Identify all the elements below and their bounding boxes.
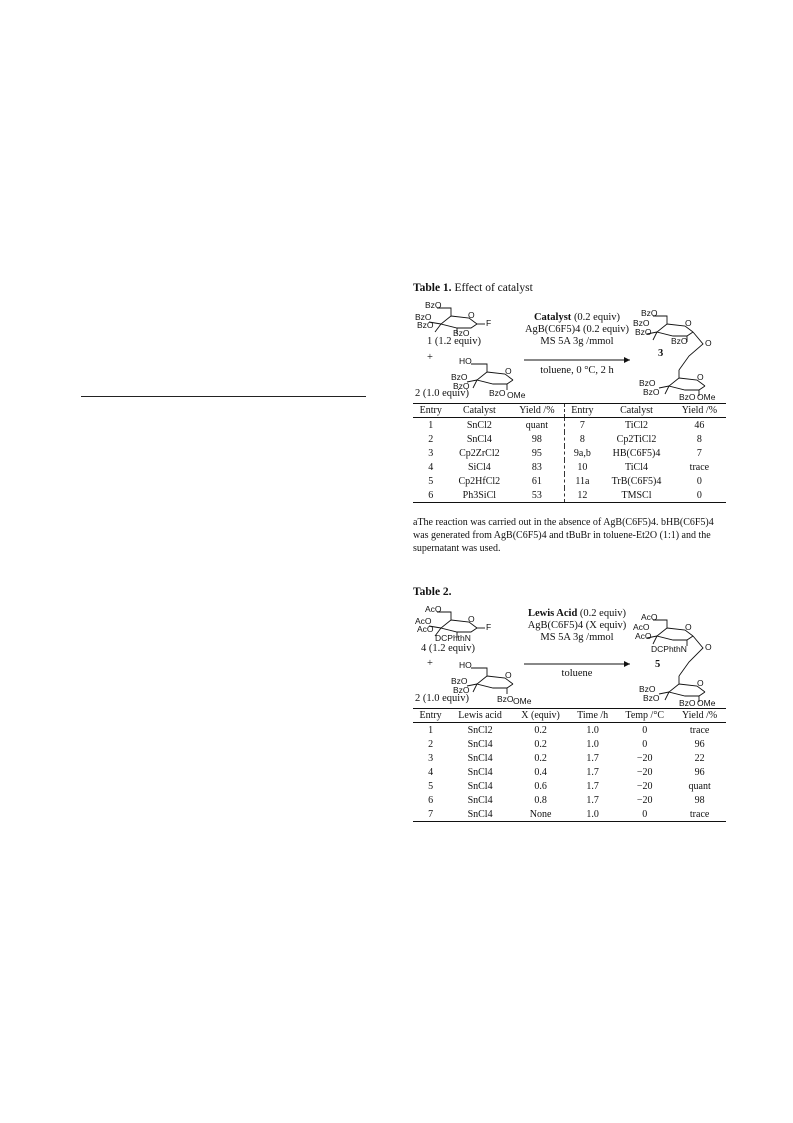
table-cell: 5 <box>428 780 434 792</box>
acceptor-group-label: O <box>505 366 512 376</box>
product-group-label: AcO <box>635 631 652 641</box>
donor-group-label: O <box>468 310 475 320</box>
table-cell: trace <box>689 808 710 820</box>
table-row <box>413 723 726 738</box>
table-cell: 7 <box>564 418 600 433</box>
table-cell: SnCl4 <box>467 766 493 778</box>
table-cell: 0 <box>642 808 648 820</box>
table-cell: 1.7 <box>586 752 599 764</box>
table-row <box>413 460 726 474</box>
table-row <box>413 446 726 460</box>
lewis-acid-amount: (0.2 equiv) <box>577 608 626 619</box>
acceptor-group-label: BzO <box>453 685 470 695</box>
product-group-label: O <box>697 372 704 382</box>
table-cell: 9a,b <box>564 446 600 460</box>
table-cell: −20 <box>636 780 653 792</box>
product-group-label: BzO <box>639 684 656 694</box>
table-cell: 0.2 <box>534 752 547 764</box>
table-row <box>413 751 726 765</box>
table2-block <box>413 586 726 836</box>
table-cell: 8 <box>696 433 702 445</box>
table-cell: 7 <box>696 447 702 459</box>
acceptor-group-label: HO <box>459 660 472 670</box>
table-cell: 12 <box>564 488 600 503</box>
table-cell: 96 <box>694 766 705 778</box>
table-cell: 96 <box>694 738 705 750</box>
column-header: Temp /°C <box>625 710 664 721</box>
donor-group-label: AcO <box>415 616 432 626</box>
acceptor-group-label: OMe <box>513 696 532 706</box>
table-row <box>413 418 726 433</box>
table-cell: SiCl4 <box>467 461 491 473</box>
table1-caption-text: Effect of catalyst <box>451 282 533 294</box>
product-group-label: AcO <box>633 622 650 632</box>
table1-block <box>413 282 726 572</box>
table2-caption <box>413 586 452 598</box>
table-cell: 22 <box>694 752 705 764</box>
table-cell: SnCl4 <box>467 794 493 806</box>
table-cell: 1.7 <box>586 780 599 792</box>
sieves-text: MS 5A 3g /mmol <box>540 336 614 347</box>
acceptor-group-label: OMe <box>507 390 526 400</box>
acceptor-group-label: BzO <box>489 388 506 398</box>
table-cell: Cp2ZrCl2 <box>459 447 500 459</box>
donor-group-label: AcO <box>425 604 442 614</box>
table1-header-row <box>413 404 726 418</box>
product-group-label: BzO <box>643 693 660 703</box>
product-group-label: AcO <box>641 612 658 622</box>
table1-data-table <box>413 403 726 503</box>
donor-compound-label: 1 (1.2 equiv) <box>427 336 481 347</box>
table-cell: 1.7 <box>586 794 599 806</box>
table-cell: 3 <box>428 752 434 764</box>
table-cell: SnCl4 <box>467 808 493 820</box>
section-divider-rule <box>81 396 366 397</box>
table-row <box>413 807 726 822</box>
column-header: Entry <box>419 710 442 721</box>
table2-data-table <box>413 708 726 822</box>
table-cell: 0.8 <box>534 794 547 806</box>
donor-group-label: BzO <box>453 328 470 338</box>
table-cell: 53 <box>531 489 542 501</box>
table-cell: HB(C6F5)4 <box>612 447 661 459</box>
donor-group-label: DCPhthN <box>435 633 471 643</box>
acceptor-group-label: BzO <box>497 694 514 704</box>
donor-group-label: BzO <box>415 312 432 322</box>
table-cell: −20 <box>636 752 653 764</box>
table2-reaction-scheme <box>413 602 726 706</box>
table-cell: 2 <box>428 738 434 750</box>
acceptor-group-label: HO <box>459 356 472 366</box>
table-cell: 10 <box>564 460 600 474</box>
table1-footnote: aThe reaction was carried out in the absence of AgB(C6F5)4. bHB(C6F5)4 was generated from AgB(C6F5)4 and tBuBr in toluene-Et2O (1:1) and the supernatant was used. <box>413 517 714 554</box>
column-header: Catalyst <box>462 405 496 416</box>
donor-group-label: F <box>486 622 492 632</box>
product-group-label: BzO <box>639 378 656 388</box>
table-cell: 0 <box>696 489 702 501</box>
additive-text: AgB(C6F5)4 (X equiv) <box>527 620 627 631</box>
product-group-label: BzO <box>643 387 660 397</box>
table-cell: 7 <box>428 808 434 820</box>
table1-conditions-above <box>521 312 633 348</box>
table-cell: 0 <box>642 738 648 750</box>
table-row <box>413 474 726 488</box>
table-cell: 1.0 <box>586 808 599 820</box>
column-header: Entry <box>419 405 442 416</box>
table-cell: −20 <box>636 766 653 778</box>
acceptor-group-label: BzO <box>451 676 468 686</box>
table1-reaction-scheme <box>413 298 726 400</box>
table-row <box>413 432 726 446</box>
sieves-text: MS 5A 3g /mmol <box>540 632 614 643</box>
table-row <box>413 765 726 779</box>
table-cell: quant <box>525 419 549 431</box>
product-group-label: BzO <box>633 318 650 328</box>
table2-header-row <box>413 709 726 723</box>
table2-caption-label: Table 2. <box>413 586 452 598</box>
donor-compound-label: 4 (1.2 equiv) <box>421 643 475 654</box>
table2-conditions-below: toluene <box>561 668 593 679</box>
acceptor-group-label: BzO <box>453 381 470 391</box>
additive-text: AgB(C6F5)4 (0.2 equiv) <box>524 324 630 335</box>
product-compound-label: 3 <box>658 348 664 359</box>
table1-conditions-below: toluene, 0 °C, 2 h <box>540 365 614 376</box>
catalyst-label: Catalyst <box>533 312 572 323</box>
product-group-label: BzO <box>679 392 696 402</box>
table-cell: TMSCl <box>621 489 652 501</box>
table-row <box>413 779 726 793</box>
donor-group-label: BzO <box>425 300 442 310</box>
table-cell: 0 <box>696 475 702 487</box>
table-cell: 1 <box>428 419 434 431</box>
table-cell: TrB(C6F5)4 <box>611 475 662 487</box>
table-cell: 3 <box>428 447 434 459</box>
table-cell: SnCl4 <box>467 752 493 764</box>
table-cell: trace <box>689 724 710 736</box>
product-group-label: O <box>685 318 692 328</box>
table-cell: 98 <box>694 794 705 806</box>
plus-sign: + <box>427 352 433 363</box>
table-cell: 8 <box>564 432 600 446</box>
table-cell: 2 <box>428 433 434 445</box>
table-cell: 0 <box>642 724 648 736</box>
table-row <box>413 488 726 503</box>
lewis-acid-label: Lewis Acid <box>528 608 578 619</box>
table-cell: 5 <box>428 475 434 487</box>
product-group-label: O <box>705 642 712 652</box>
table-cell: SnCl2 <box>467 724 493 736</box>
table-cell: trace <box>689 461 710 473</box>
column-header: Time /h <box>577 710 609 721</box>
column-header: Yield /% <box>681 405 718 416</box>
table-cell: SnCl4 <box>467 738 493 750</box>
donor-group-label: O <box>468 614 475 624</box>
acceptor-compound-label: 2 (1.0 equiv) <box>415 693 469 704</box>
product-group-label: OMe <box>697 392 716 402</box>
acceptor-group-label: BzO <box>451 372 468 382</box>
table-row <box>413 793 726 807</box>
product-group-label: O <box>685 622 692 632</box>
table-cell: 1.0 <box>586 738 599 750</box>
table-cell: TiCl2 <box>625 419 648 431</box>
table-cell: 4 <box>428 461 434 473</box>
column-header: X (equiv) <box>521 710 560 721</box>
table-cell: 0.4 <box>534 766 547 778</box>
table2-conditions-above <box>521 608 633 644</box>
table-cell: 98 <box>531 433 542 445</box>
table1-caption <box>413 282 533 294</box>
table-cell: Ph3SiCl <box>462 489 497 501</box>
table-cell: 61 <box>531 475 542 487</box>
table-cell: 6 <box>428 794 434 806</box>
table-cell: 4 <box>428 766 434 778</box>
product-group-label: OMe <box>697 698 716 708</box>
column-header: Lewis acid <box>458 710 502 721</box>
table-cell: 1.7 <box>586 766 599 778</box>
column-header: Yield /% <box>519 405 555 416</box>
product-group-label: BzO <box>671 336 688 346</box>
table-cell: 0.2 <box>534 724 547 736</box>
plus-sign: + <box>427 658 433 669</box>
table-cell: None <box>529 808 552 820</box>
column-header: Catalyst <box>620 405 653 416</box>
product-group-label: DCPhthN <box>651 644 687 654</box>
table-cell: SnCl4 <box>467 780 493 792</box>
product-group-label: BzO <box>679 698 696 708</box>
table-cell: 95 <box>531 447 542 459</box>
table-row <box>413 737 726 751</box>
table-cell: 0.6 <box>534 780 547 792</box>
table-cell: 11a <box>564 474 600 488</box>
product-group-label: BzO <box>641 308 658 318</box>
table-cell: 0.2 <box>534 738 547 750</box>
table-cell: 1 <box>428 724 434 736</box>
table-cell: Cp2TiCl2 <box>616 433 657 445</box>
table-cell: 6 <box>428 489 434 501</box>
table-cell: TiCl4 <box>625 461 648 473</box>
table-cell: −20 <box>636 794 653 806</box>
table-cell: 83 <box>531 461 542 473</box>
product-group-label: O <box>705 338 712 348</box>
donor-group-label: F <box>486 318 492 328</box>
table-cell: SnCl4 <box>466 433 492 445</box>
table1-caption-label: Table 1. <box>413 282 452 294</box>
table-cell: quant <box>688 780 711 792</box>
product-compound-label: 5 <box>655 659 661 670</box>
acceptor-group-label: O <box>505 670 512 680</box>
catalyst-amount: (0.2 equiv) <box>571 312 621 323</box>
table-cell: 1.0 <box>586 724 599 736</box>
table-cell: SnCl2 <box>466 419 492 431</box>
column-header: Yield /% <box>681 710 718 721</box>
table-cell: 46 <box>694 419 705 431</box>
product-group-label: BzO <box>635 327 652 337</box>
donor-group-label: AcO <box>417 624 434 634</box>
table-cell: Cp2HfCl2 <box>458 475 501 487</box>
donor-group-label: BzO <box>417 320 434 330</box>
acceptor-compound-label: 2 (1.0 equiv) <box>415 388 469 399</box>
column-header: Entry <box>564 404 600 418</box>
product-group-label: O <box>697 678 704 688</box>
